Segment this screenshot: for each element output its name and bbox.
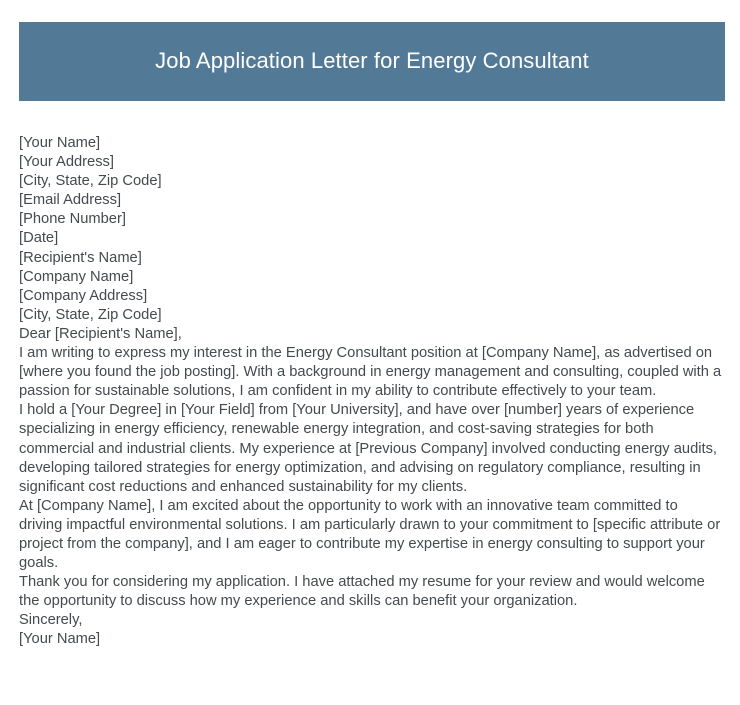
page-title: Job Application Letter for Energy Consultant (155, 48, 589, 74)
body-paragraph: Thank you for considering my application. I have attached my resume for your review and would welcome the opportunity to discuss how my experience and skills can benefit your organization. (19, 574, 705, 610)
sender-address-block (19, 134, 722, 249)
sender-line: [Your Name] (19, 135, 101, 151)
closing: Sincerely, (19, 612, 83, 629)
letter-body (19, 134, 722, 650)
body-paragraph: At [Company Name], I am excited about the opportunity to work with an innovative team committed to driving impactful environmental solutions. I am particularly drawn to your commitment to [specific attribute or project from the company], and I am eager to contribute my expertise in energy consulting to support your goals. (19, 497, 721, 572)
body-paragraph: I am writing to express my interest in the Energy Consultant position at [Company Name], as advertised on [where you found the job posting]. With a background in energy management and consulting, coupled with a passion for sustainable solutions, I am confident in my ability to contribute effectively to your team. (19, 345, 722, 400)
recipient-line: [Company Name] (19, 268, 134, 285)
sender-line: [City, State, Zip Code] (19, 173, 162, 190)
recipient-line: [City, State, Zip Code] (19, 306, 162, 323)
sender-date-line: [Date] (19, 230, 59, 247)
salutation: Dear [Recipient's Name], (19, 325, 182, 342)
recipient-line: [Recipient's Name] (19, 249, 142, 266)
recipient-address-block (19, 249, 722, 325)
sender-line: [Phone Number] (19, 211, 126, 228)
body-paragraph: I hold a [Your Degree] in [Your Field] from [Your University], and have over [number] years of experience specializing in energy efficiency, renewable energy integration, and cost-saving strategies for both commercial and industrial clients. My experience at [Previous Company] involved conducting energy audits, developing tailored strategies for energy optimization, and advising on regulatory compliance, resulting in significant cost reductions and enhanced sustainability for my clients. (19, 402, 718, 495)
sender-line: [Your Address] (19, 154, 114, 171)
recipient-line: [Company Address] (19, 287, 148, 304)
sender-line: [Email Address] (19, 192, 122, 209)
document-title-banner (19, 22, 725, 101)
signature-name: [Your Name] (19, 631, 101, 648)
